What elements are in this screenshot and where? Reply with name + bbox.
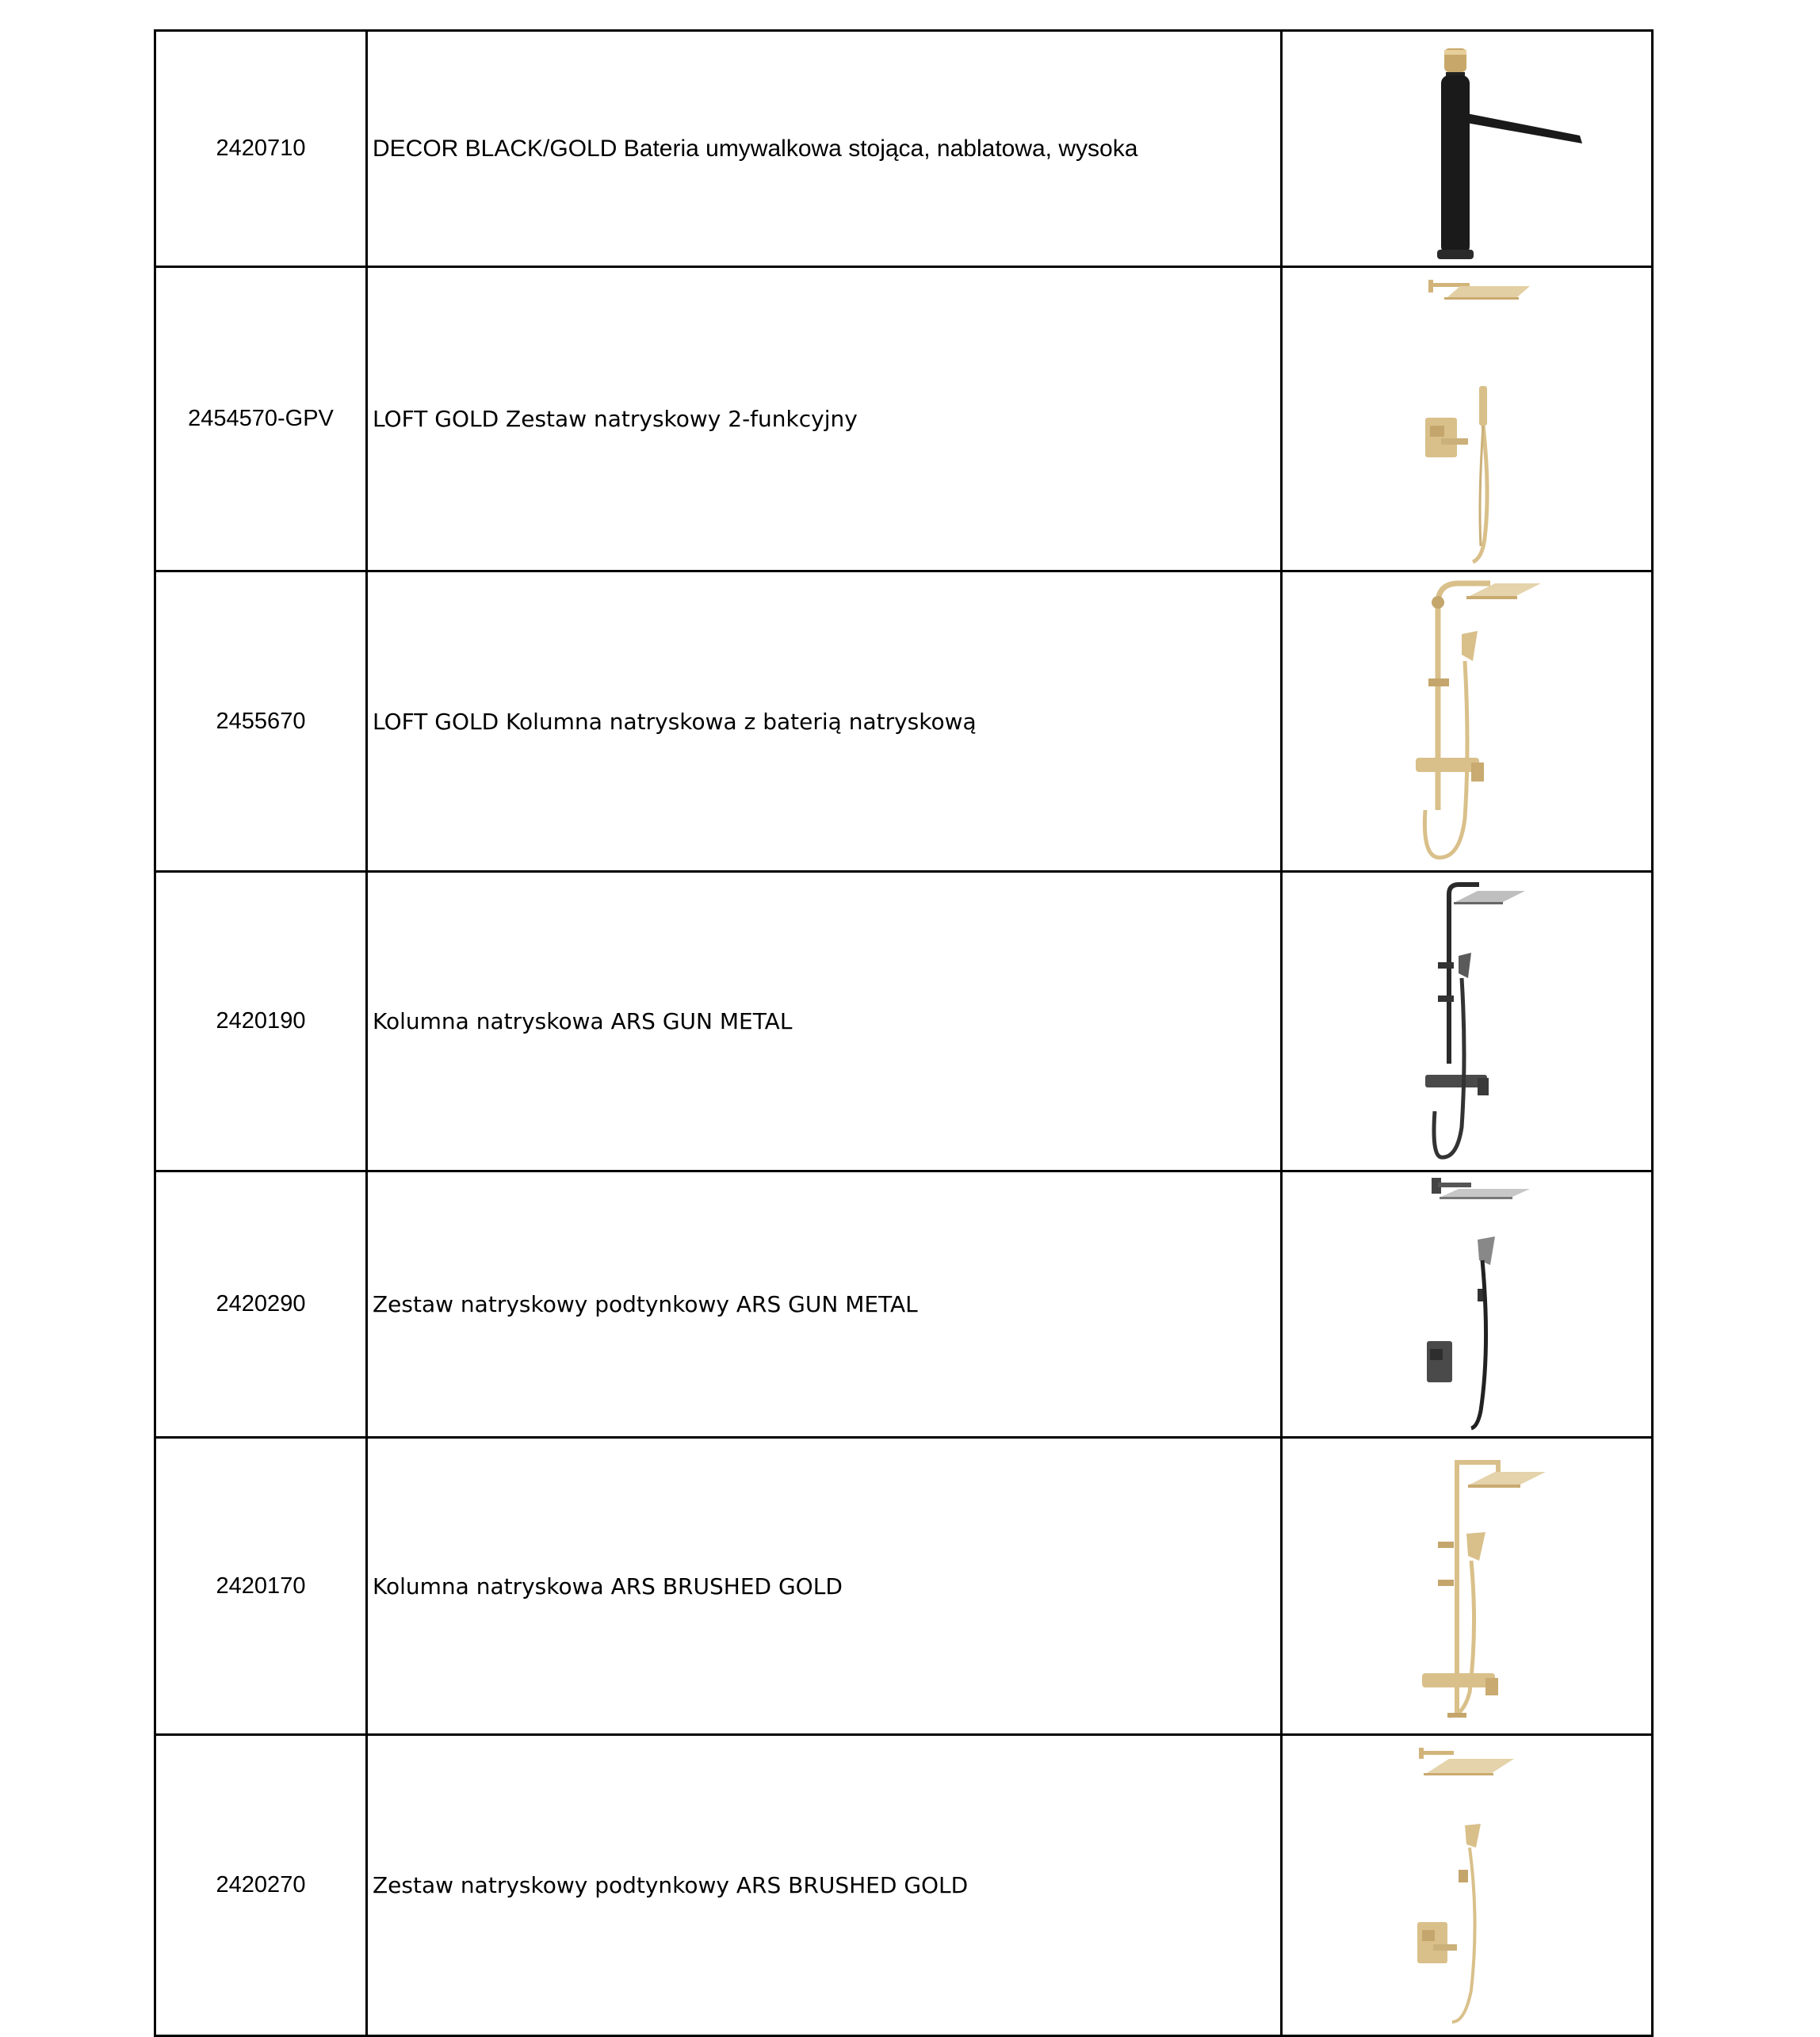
product-image-cell [1282, 267, 1653, 571]
product-image-cell [1282, 31, 1653, 267]
product-description: DECOR BLACK/GOLD Bateria umywalkowa stojąca, nablatowa, wysoka [367, 31, 1282, 267]
shower-column-brushed-gold-icon [1283, 1439, 1654, 1733]
concealed-shower-set-brushed-gold-icon [1283, 1737, 1654, 2035]
concealed-shower-set-gold-icon [1283, 269, 1654, 570]
table-row [155, 1735, 1653, 2036]
product-code: 2420710 [155, 31, 367, 267]
product-code: 2455670 [155, 571, 367, 872]
table-row [155, 571, 1653, 872]
product-code: 2420190 [155, 872, 367, 1171]
product-description: Kolumna natryskowa ARS BRUSHED GOLD [367, 1438, 1282, 1735]
product-description: LOFT GOLD Zestaw natryskowy 2-funkcyjny [367, 267, 1282, 571]
table-row [155, 1171, 1653, 1438]
table-row [155, 1438, 1653, 1735]
basin-faucet-black-gold-icon [1283, 34, 1654, 264]
product-code: 2420290 [155, 1171, 367, 1438]
concealed-shower-set-gunmetal-icon [1283, 1173, 1654, 1436]
product-code: 2454570-GPV [155, 267, 367, 571]
product-image-cell [1282, 1735, 1653, 2036]
product-image-cell [1282, 872, 1653, 1171]
table-row [155, 31, 1653, 267]
table-row [155, 872, 1653, 1171]
product-image-cell [1282, 571, 1653, 872]
product-code: 2420270 [155, 1735, 367, 2036]
product-description: Zestaw natryskowy podtynkowy ARS BRUSHED GOLD [367, 1735, 1282, 2036]
shower-column-gold-icon [1283, 572, 1654, 870]
product-image-cell [1282, 1171, 1653, 1438]
table-row [155, 267, 1653, 571]
product-description: Kolumna natryskowa ARS GUN METAL [367, 872, 1282, 1171]
shower-column-gunmetal-icon [1283, 873, 1654, 1170]
product-image-cell [1282, 1438, 1653, 1735]
product-description: LOFT GOLD Kolumna natryskowa z baterią natryskową [367, 571, 1282, 872]
product-code: 2420170 [155, 1438, 367, 1735]
product-table [154, 29, 1654, 2037]
product-description: Zestaw natryskowy podtynkowy ARS GUN METAL [367, 1171, 1282, 1438]
